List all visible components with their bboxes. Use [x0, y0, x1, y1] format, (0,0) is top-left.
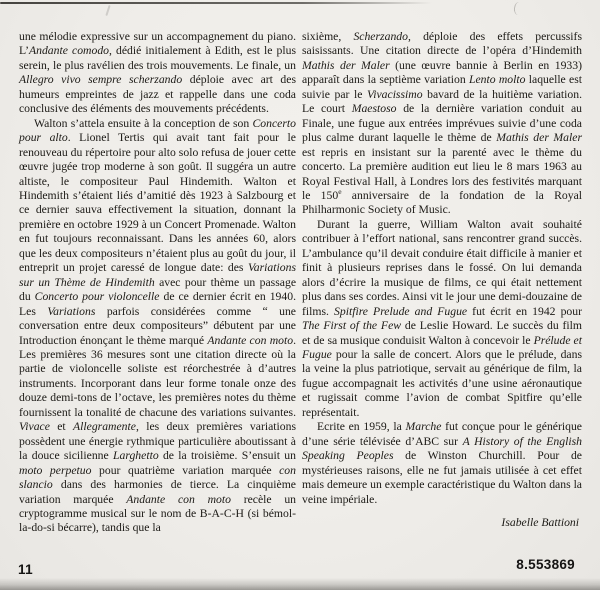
paragraph-piano-concerto: [19, 30, 296, 117]
paragraph-variations-finale: [302, 30, 582, 218]
text-run: bavard de la huitième variation. Le court: [302, 87, 582, 116]
text-run: Allegro vivo sempre scherzando: [19, 73, 183, 87]
text-run: de Winston Churchill. Pour de mystérieuses raisons, elle ne fut jamais utilisée à cet effet mais demeure un exemple caractéristique du Walton dans la veine impériale.: [302, 449, 582, 506]
text-column-right: [302, 30, 582, 530]
text-run: pour la salle de concert. Alors que le prélude, dans la veine la plus patriotique, servait au générique de film, la fugue accompagnait les activités d’une usine aéronautique et rugissait comme l’avion de combat Spitfire qu’elle représentait.: [302, 347, 582, 419]
text-run: dans des harmonies de tierce. La cinquième variation marquée: [19, 478, 296, 506]
text-run: Vivacissimo: [366, 87, 423, 101]
text-run: Durant la guerre, William Walton avait souhaité contribuer à l’effort national, sans rencontrer grand succès. L’ambulance qu’il devait conduire était difficile à manier et finit à plusieurs reprises dans le fossé. On lui demanda alors d’écrire la musique de films, ce qui était nettement plus dans ses cordes. Ainsi vit le jour une demi-douzaine de films.: [302, 217, 582, 318]
text-run: recèle un cryptogramme musical sur le nom de B-A-C-H (si bémol-la-do-si bécarre), tandis que la: [19, 492, 297, 535]
text-run: Lento molto: [468, 73, 526, 87]
text-run: parfois considérées comme “ une conversation entre deux compositeurs” débutent par une Introduction énonçant le thème marqué: [19, 304, 296, 347]
text-run: fut écrit en 1942 pour: [467, 304, 582, 318]
text-column-left: [19, 30, 296, 536]
text-run: de ce dernier écrit en 1940. Les: [19, 290, 296, 318]
text-run: est repris en insistant sur la parenté avec le thème du concerto. La première audition eut lieu le 8 mars 1963 au Royal Festival Hall, à Londres lors des festivités marquant le 150: [302, 145, 582, 202]
text-run: con slancio: [19, 463, 296, 492]
paragraph-viola-concerto-variations: [19, 117, 296, 536]
text-run: Walton s’attela ensuite à la conception de son: [34, 116, 253, 130]
scan-crease-mark: [513, 2, 523, 16]
text-run: fut conçue pour le générique d’une série télévisée d’ABC sur: [302, 420, 582, 448]
text-run: de la dernière variation conduit au Finale, une fugue aux entrées imprévues suivie d’une coda plus calme durant laquelle le thème de: [302, 102, 583, 145]
text-run: moto perpetuo: [19, 463, 92, 477]
text-run: sixième,: [302, 30, 354, 43]
catalog-number: 8.553869: [516, 557, 575, 572]
text-run: laquelle est suivie par le: [302, 73, 583, 101]
text-run: Concerto pour violoncelle: [34, 290, 160, 304]
text-run: Andante con moto: [126, 492, 231, 506]
paragraph-marche-1959: [302, 420, 582, 507]
text-run: Variations sur un Thème de Hindemith: [19, 261, 296, 289]
text-run: Spitfire Prelude and Fugue: [334, 304, 468, 318]
text-run: Variations: [47, 304, 96, 318]
text-run: déploie avec art des humeurs empreintes de jazz et rappelle dans une coda conclusive des éléments des mouvements précédents.: [19, 73, 296, 116]
text-run: anniversaire de la fondation de la Royal Philharmonic Society of Music.: [302, 188, 583, 217]
text-run: The First of the Few: [302, 319, 402, 333]
text-run: , les deux premières variations possèdent une énergie rythmique particulière aboutissant à la douce sicilienne: [19, 420, 296, 463]
text-run: Isabelle Battioni: [501, 515, 579, 529]
text-run: de Leslie Howard. Le succès du film et de sa musique conduisit Walton à concevoir le: [302, 319, 582, 347]
text-run: Concerto pour alto: [19, 116, 296, 145]
text-run: Vivace: [19, 420, 50, 434]
text-run: e: [338, 187, 342, 197]
text-run: Allegramente: [73, 420, 136, 434]
text-run: Scherzando: [353, 30, 408, 43]
text-run: avec pour thème un passage du: [19, 275, 297, 304]
text-run: Andante con moto: [207, 333, 294, 347]
scan-smudge-mark: [105, 5, 110, 16]
page-number: 11: [18, 562, 33, 577]
author-signature: [302, 516, 582, 530]
text-run: et: [49, 420, 73, 434]
scan-edge-line: [0, 2, 432, 4]
text-run: Marche: [405, 420, 442, 434]
text-run: une mélodie expressive sur un accompagnement du piano. L’: [19, 30, 296, 58]
text-run: , dédié initialement à Edith, est le plus serein, le plus ravélien des trois mouvements. Le finale, un: [19, 44, 297, 72]
text-run: A History of the English Speaking Peoples: [302, 434, 582, 463]
text-run: Maestoso: [351, 102, 397, 116]
text-run: (une œuvre bannie à Berlin en 1933) apparaît dans la septième variation: [302, 58, 583, 87]
text-run: Andante comodo: [28, 44, 110, 58]
text-run: pour quatrième variation marquée: [91, 463, 280, 477]
text-run: Larghetto: [113, 449, 159, 463]
scan-shadow-bottom: [0, 578, 600, 590]
text-run: , déploie des effets percussifs saisissants. Une citation directe de l’opéra d’Hindemith: [302, 30, 582, 58]
paragraph-war-films: [302, 218, 582, 420]
text-run: Mathis der Maler: [302, 58, 390, 72]
text-run: Mathis der Maler: [496, 131, 582, 145]
text-run: de la troisième. S’ensuit un: [158, 449, 296, 463]
text-run: Ecrite en 1959, la: [317, 420, 406, 434]
text-run: Prélude et Fugue: [302, 333, 582, 361]
text-run: . Les premières 36 mesures sont une citation directe où la partie de violoncelle soliste est réorchestrée à d’autres instruments. Incorporant dans leur forme tonale onze des douze demi-tons de l’octave, les premières notes du thème fournissent la tonalité de chacune des variations suivantes.: [19, 333, 297, 419]
text-run: . Lionel Tertis qui avait tant fait pour le renouveau du répertoire pour alto solo refusa de jouer cette œuvre jugée trop moderne à son goût. Il suggéra un autre altiste, le compositeur Paul Hindemith. Walton et Hindemith s’étaient liés d’amitié dès 1923 à Salzbourg et ce dernier sauva effectivement la situation, donnant la première en octobre 1929 à un Concert Promenade. Walton en fut toujours reconnaissant. Dans les années 60, alors que les deux compositeurs n’étaient plus au goût du jour, il entreprit un projet caressé de longue date: des: [19, 131, 296, 275]
